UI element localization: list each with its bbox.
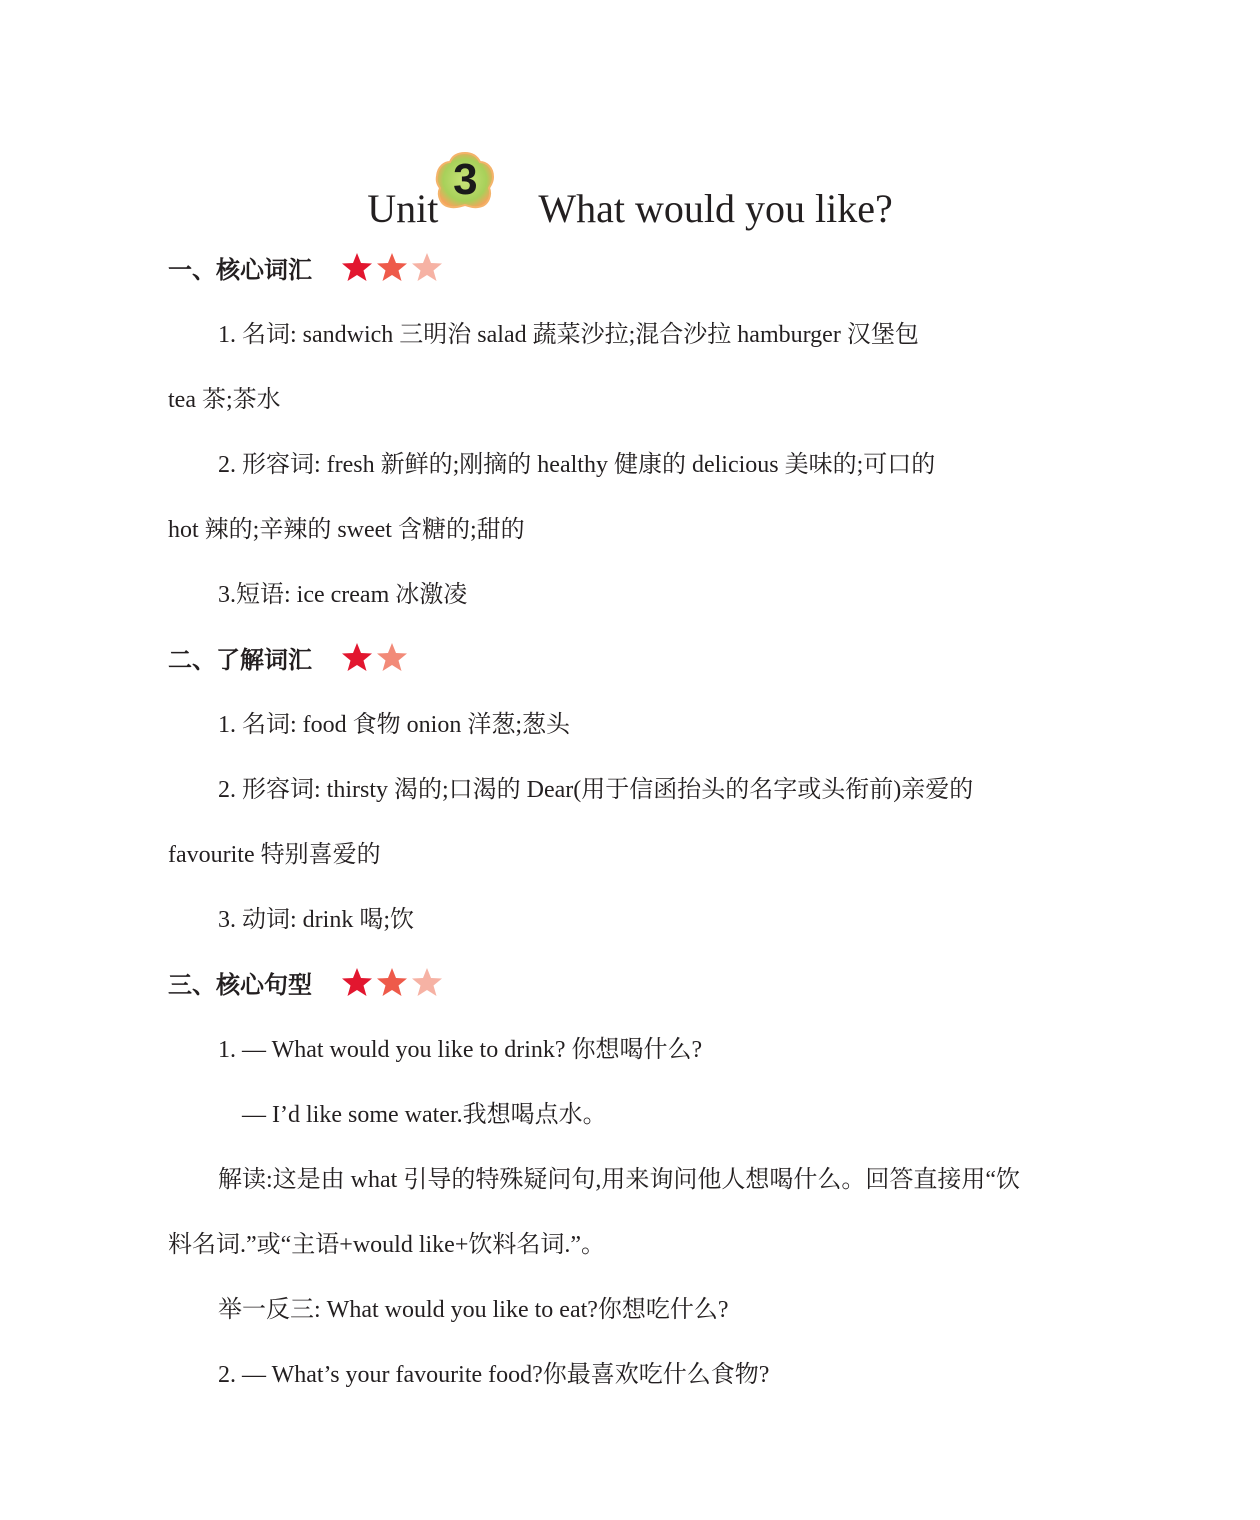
- text-line: 3.短语: ice cream 冰激凌: [218, 582, 468, 608]
- text-line: 2. 形容词: fresh 新鲜的;刚摘的 healthy 健康的 delicious 美味的;可口的: [218, 452, 936, 478]
- text-line: 1. 名词: food 食物 onion 洋葱;葱头: [218, 712, 570, 738]
- text-line: 举一反三: What would you like to eat?你想吃什么?: [218, 1297, 729, 1323]
- rating-stars-3: [340, 966, 444, 1000]
- rating-stars-3: [340, 251, 444, 285]
- text-line: hot 辣的;辛辣的 sweet 含糖的;甜的: [168, 517, 525, 543]
- star-icon: [342, 253, 372, 281]
- text-line: 1. — What would you like to drink? 你想喝什么?: [218, 1037, 703, 1063]
- star-icon: [377, 253, 407, 281]
- unit-number-badge: [434, 150, 496, 210]
- text-line: — I’d like some water.我想喝点水。: [242, 1102, 607, 1128]
- text-line: 解读:这是由 what 引导的特殊疑问句,用来询问他人想喝什么。回答直接用“饮: [218, 1167, 1020, 1193]
- unit-number: 3: [453, 155, 478, 204]
- text-line: favourite 特别喜爱的: [168, 842, 381, 868]
- rating-stars-2: [340, 641, 410, 675]
- star-icon: [377, 643, 407, 671]
- star-icon: [342, 643, 372, 671]
- section-heading-core-sentences: 三、核心句型: [168, 971, 312, 999]
- unit-subtitle: What would you like?: [538, 186, 893, 231]
- star-icon: [342, 968, 372, 996]
- page-title: [0, 150, 1260, 259]
- text-line: 3. 动词: drink 喝;饮: [218, 907, 414, 933]
- unit-word: Unit: [367, 186, 439, 231]
- text-line: 1. 名词: sandwich 三明治 salad 蔬菜沙拉;混合沙拉 hamburger 汉堡包: [218, 322, 919, 348]
- star-icon: [412, 968, 442, 996]
- section-heading-core-vocabulary: 一、核心词汇: [168, 256, 312, 284]
- text-line: tea 茶;茶水: [168, 387, 281, 413]
- section-heading-extra-vocabulary: 二、了解词汇: [168, 646, 312, 674]
- text-line: 2. 形容词: thirsty 渴的;口渴的 Dear(用于信函抬头的名字或头衔前)亲爱的: [218, 777, 974, 803]
- text-line: 料名词.”或“主语+would like+饮料名词.”。: [168, 1232, 606, 1258]
- star-icon: [377, 968, 407, 996]
- star-icon: [412, 253, 442, 281]
- text-line: 2. — What’s your favourite food?你最喜欢吃什么食物?: [218, 1362, 770, 1388]
